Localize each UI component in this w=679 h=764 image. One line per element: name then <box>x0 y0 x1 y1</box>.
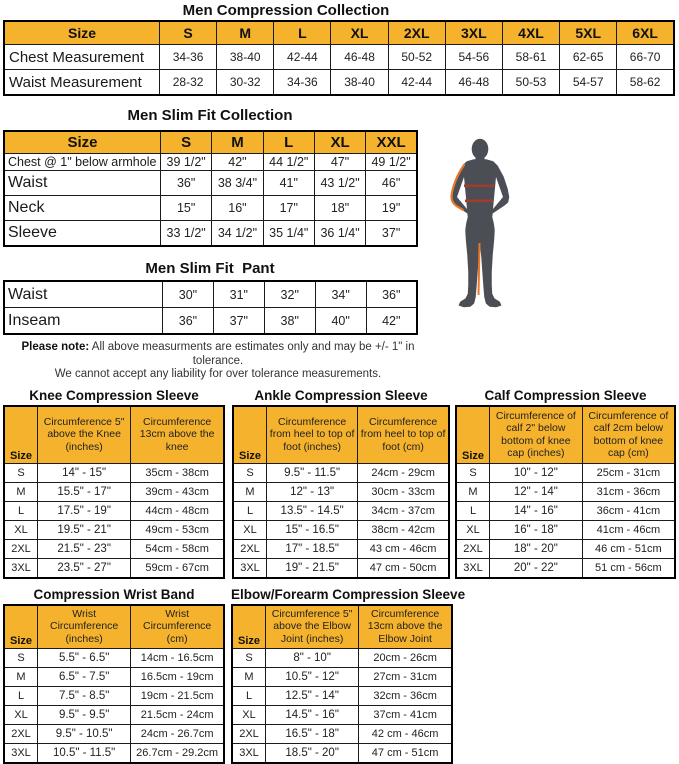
cm-column-header: Circumference of calf 2cm below bottom of knee cap (cm) <box>582 406 675 464</box>
value-cell: 44 1/2" <box>263 154 314 171</box>
inches-value-cell: 17" - 18.5" <box>267 539 358 558</box>
size-label-header: Size <box>4 131 161 154</box>
value-cell: 36" <box>366 281 417 308</box>
size-cell: XL <box>232 705 266 724</box>
ankle-sleeve-block <box>232 388 450 579</box>
value-cell: 39 1/2" <box>161 154 212 171</box>
cm-column-header: Circumference 13cm above the knee <box>131 406 224 464</box>
table-row <box>456 558 675 578</box>
inches-value-cell: 14" - 15" <box>38 463 131 482</box>
header-row <box>232 605 452 649</box>
value-cell: 30" <box>163 281 214 308</box>
inches-value-cell: 14" - 16" <box>490 501 583 520</box>
size-cell: 3XL <box>233 558 267 578</box>
value-cell: 49 1/2" <box>366 154 417 171</box>
value-cell: 54-57 <box>560 70 617 96</box>
value-cell: 43 1/2" <box>314 171 365 196</box>
table-row <box>232 648 452 667</box>
value-cell: 58-62 <box>617 70 674 96</box>
table-row <box>4 45 674 70</box>
table-row <box>4 154 417 171</box>
wrist-band-table <box>3 604 225 764</box>
men-slim-fit-pant-table <box>3 280 418 335</box>
size-column-header: 3XL <box>445 21 502 45</box>
value-cell: 66-70 <box>617 45 674 70</box>
size-cell: L <box>456 501 490 520</box>
value-cell: 33 1/2" <box>161 221 212 247</box>
table-row <box>233 539 449 558</box>
inches-value-cell: 12.5" - 14" <box>266 686 359 705</box>
table-row <box>232 686 452 705</box>
cm-value-cell: 14cm - 16.5cm <box>131 648 224 667</box>
size-label-header: Size <box>4 21 160 45</box>
size-cell: 2XL <box>232 724 266 743</box>
value-cell: 46-48 <box>445 70 502 96</box>
value-cell: 34-36 <box>274 70 331 96</box>
inches-value-cell: 12" - 13" <box>267 482 358 501</box>
value-cell: 34 1/2" <box>212 221 263 247</box>
men-compression-table <box>3 20 675 96</box>
cm-value-cell: 59cm - 67cm <box>131 558 224 578</box>
inches-value-cell: 17.5" - 19" <box>38 501 131 520</box>
value-cell: 38 3/4" <box>212 171 263 196</box>
inches-column-header: Circumference 5" above the Knee (inches) <box>38 406 131 464</box>
size-cell: XL <box>4 705 38 724</box>
knee-sleeve-block <box>3 388 225 579</box>
table-row <box>4 705 224 724</box>
row-label-cell: Inseam <box>4 308 163 335</box>
cm-value-cell: 51 cm - 56cm <box>582 558 675 578</box>
size-cell: L <box>4 501 38 520</box>
knee-sleeve-title: Knee Compression Sleeve <box>29 387 199 403</box>
cm-value-cell: 39cm - 43cm <box>131 482 224 501</box>
inches-value-cell: 15.5" - 17" <box>38 482 131 501</box>
sleeve-tables-row-2 <box>3 587 679 764</box>
row-label-cell: Chest Measurement <box>4 45 160 70</box>
size-cell: 3XL <box>4 743 38 763</box>
value-cell: 37" <box>213 308 264 335</box>
table-row <box>232 705 452 724</box>
value-cell: 34" <box>315 281 366 308</box>
table-row <box>456 482 675 501</box>
value-cell: 31" <box>213 281 264 308</box>
row-label-cell: Waist <box>4 171 161 196</box>
inches-column-header: Circumference 5" above the Elbow Joint (inches) <box>266 605 359 649</box>
inseam-guide-line <box>479 243 480 295</box>
size-cell: XL <box>456 520 490 539</box>
value-cell: 36" <box>163 308 214 335</box>
size-column-header: XL <box>331 21 388 45</box>
table-row <box>456 539 675 558</box>
table-row <box>4 501 224 520</box>
calf-sleeve-title: Calf Compression Sleeve <box>484 387 647 403</box>
size-column-header: XXL <box>366 131 417 154</box>
value-cell: 50-52 <box>388 45 445 70</box>
size-cell: 2XL <box>233 539 267 558</box>
cm-value-cell: 31cm - 36cm <box>582 482 675 501</box>
size-label-header: Size <box>456 406 490 464</box>
cm-value-cell: 43 cm - 46cm <box>358 539 449 558</box>
table-row <box>232 724 452 743</box>
value-cell: 47" <box>314 154 365 171</box>
size-cell: 2XL <box>4 539 38 558</box>
inches-value-cell: 18.5" - 20" <box>266 743 359 763</box>
value-cell: 36" <box>161 171 212 196</box>
value-cell: 42-44 <box>388 70 445 96</box>
cm-value-cell: 21.5cm - 24cm <box>131 705 224 724</box>
size-cell: L <box>4 686 38 705</box>
inches-value-cell: 23.5" - 27" <box>38 558 131 578</box>
value-cell: 34-36 <box>160 45 217 70</box>
inches-value-cell: 7.5" - 8.5" <box>38 686 131 705</box>
elbow-sleeve-title: Elbow/Forearm Compression Sleeve <box>231 586 466 602</box>
cm-value-cell: 20cm - 26cm <box>359 648 452 667</box>
value-cell: 16" <box>212 196 263 221</box>
size-cell: S <box>233 463 267 482</box>
inches-value-cell: 12" - 14" <box>490 482 583 501</box>
size-cell: XL <box>233 520 267 539</box>
cm-value-cell: 26.7cm - 29.2cm <box>131 743 224 763</box>
table-row <box>4 281 417 308</box>
inches-value-cell: 16.5" - 18" <box>266 724 359 743</box>
value-cell: 40" <box>315 308 366 335</box>
size-cell: 2XL <box>456 539 490 558</box>
value-cell: 58-61 <box>502 45 559 70</box>
value-cell: 46" <box>366 171 417 196</box>
size-column-header: 5XL <box>560 21 617 45</box>
value-cell: 18" <box>314 196 365 221</box>
inches-value-cell: 10.5" - 11.5" <box>38 743 131 763</box>
size-cell: M <box>233 482 267 501</box>
ankle-sleeve-title: Ankle Compression Sleeve <box>254 387 428 403</box>
cm-value-cell: 24cm - 26.7cm <box>131 724 224 743</box>
value-cell: 38-40 <box>217 45 274 70</box>
table-row <box>4 667 224 686</box>
calf-sleeve-table <box>455 405 676 579</box>
table-row <box>233 463 449 482</box>
table-row <box>4 70 674 96</box>
size-column-header: 4XL <box>502 21 559 45</box>
size-column-header: S <box>161 131 212 154</box>
table-row <box>4 463 224 482</box>
inches-column-header: Wrist Circumference (inches) <box>38 605 131 649</box>
tolerance-note-line1: All above measurments are estimates only and may be +/- 1" in tolerance. <box>89 341 415 367</box>
cm-value-cell: 32cm - 36cm <box>359 686 452 705</box>
row-label-cell: Waist Measurement <box>4 70 160 96</box>
cm-value-cell: 25cm - 31cm <box>582 463 675 482</box>
inches-value-cell: 10" - 12" <box>490 463 583 482</box>
header-row <box>4 406 224 464</box>
table-row <box>4 686 224 705</box>
chest-measure-line <box>464 185 494 188</box>
inches-value-cell: 15" - 16.5" <box>267 520 358 539</box>
tolerance-note <box>0 341 436 382</box>
inches-value-cell: 5.5" - 6.5" <box>38 648 131 667</box>
cm-column-header: Circumference from heel to top of foot (cm) <box>358 406 449 464</box>
size-cell: L <box>232 686 266 705</box>
inches-value-cell: 20" - 22" <box>490 558 583 578</box>
table-row <box>4 482 224 501</box>
size-cell: 3XL <box>4 558 38 578</box>
value-cell: 36 1/4" <box>314 221 365 247</box>
size-column-header: L <box>274 21 331 45</box>
size-cell: XL <box>4 520 38 539</box>
inches-value-cell: 9.5" - 11.5" <box>267 463 358 482</box>
table-row <box>4 221 417 247</box>
cm-value-cell: 30cm - 33cm <box>358 482 449 501</box>
cm-value-cell: 49cm - 53cm <box>131 520 224 539</box>
man-silhouette-figure <box>446 137 514 311</box>
header-row <box>456 406 675 464</box>
size-cell: M <box>4 667 38 686</box>
neck <box>476 156 485 163</box>
inches-column-header: Circumference of calf 2" below bottom of knee cap (inches) <box>490 406 583 464</box>
cm-value-cell: 54cm - 58cm <box>131 539 224 558</box>
value-cell: 62-65 <box>560 45 617 70</box>
row-label-cell: Neck <box>4 196 161 221</box>
value-cell: 30-32 <box>217 70 274 96</box>
value-cell: 42-44 <box>274 45 331 70</box>
wrist-band-block <box>3 587 225 764</box>
cm-value-cell: 16.5cm - 19cm <box>131 667 224 686</box>
table-row <box>456 463 675 482</box>
table-row <box>4 648 224 667</box>
size-column-header: S <box>160 21 217 45</box>
cm-value-cell: 46 cm - 51cm <box>582 539 675 558</box>
value-cell: 54-56 <box>445 45 502 70</box>
men-slim-fit-pant-title: Men Slim Fit Pant <box>145 260 275 277</box>
cm-value-cell: 35cm - 38cm <box>131 463 224 482</box>
size-cell: M <box>232 667 266 686</box>
size-label-header: Size <box>233 406 267 464</box>
table-row <box>4 308 417 335</box>
inches-value-cell: 8" - 10" <box>266 648 359 667</box>
cm-value-cell: 41cm - 46cm <box>582 520 675 539</box>
inches-value-cell: 9.5" - 10.5" <box>38 724 131 743</box>
size-cell: M <box>456 482 490 501</box>
row-label-cell: Sleeve <box>4 221 161 247</box>
table-row <box>232 667 452 686</box>
header-row <box>233 406 449 464</box>
inches-value-cell: 19" - 21.5" <box>267 558 358 578</box>
knee-sleeve-table <box>3 405 225 579</box>
cm-value-cell: 27cm - 31cm <box>359 667 452 686</box>
inches-value-cell: 13.5" - 14.5" <box>267 501 358 520</box>
inches-value-cell: 16" - 18" <box>490 520 583 539</box>
table-row <box>233 520 449 539</box>
inches-column-header: Circumference from heel to top of foot (inches) <box>267 406 358 464</box>
inches-value-cell: 6.5" - 7.5" <box>38 667 131 686</box>
value-cell: 15" <box>161 196 212 221</box>
value-cell: 38-40 <box>331 70 388 96</box>
calf-sleeve-block <box>455 388 676 579</box>
value-cell: 32" <box>264 281 315 308</box>
inches-value-cell: 18" - 20" <box>490 539 583 558</box>
inches-value-cell: 10.5" - 12" <box>266 667 359 686</box>
table-row <box>4 171 417 196</box>
size-cell: L <box>233 501 267 520</box>
elbow-sleeve-block <box>231 586 466 764</box>
value-cell: 28-32 <box>160 70 217 96</box>
value-cell: 37" <box>366 221 417 247</box>
header-row <box>4 21 674 45</box>
header-row <box>4 131 417 154</box>
row-label-cell: Chest @ 1" below armhole <box>4 154 161 171</box>
inches-value-cell: 9.5" - 9.5" <box>38 705 131 724</box>
table-row <box>456 501 675 520</box>
wrist-band-title: Compression Wrist Band <box>33 586 195 602</box>
size-column-header: M <box>212 131 263 154</box>
value-cell: 35 1/4" <box>263 221 314 247</box>
value-cell: 46-48 <box>331 45 388 70</box>
cm-column-header: Circumference 13cm above the Elbow Joint <box>359 605 452 649</box>
size-label-header: Size <box>232 605 266 649</box>
table-row <box>456 520 675 539</box>
inches-value-cell: 14.5" - 16" <box>266 705 359 724</box>
cm-value-cell: 24cm - 29cm <box>358 463 449 482</box>
cm-value-cell: 37cm - 41cm <box>359 705 452 724</box>
men-compression-title: Men Compression Collection <box>182 2 390 19</box>
cm-value-cell: 38cm - 42cm <box>358 520 449 539</box>
cm-value-cell: 44cm - 48cm <box>131 501 224 520</box>
value-cell: 19" <box>366 196 417 221</box>
size-column-header: 6XL <box>617 21 674 45</box>
men-slim-fit-title: Men Slim Fit Collection <box>127 107 293 124</box>
cm-value-cell: 36cm - 41cm <box>582 501 675 520</box>
value-cell: 42" <box>366 308 417 335</box>
cm-value-cell: 47 cm - 51cm <box>359 743 452 763</box>
table-row <box>4 558 224 578</box>
size-cell: 3XL <box>456 558 490 578</box>
cm-column-header: Wrist Circumference (cm) <box>131 605 224 649</box>
tolerance-note-line2: We cannot accept any liability for over tolerance measurements. <box>54 368 382 380</box>
value-cell: 42" <box>212 154 263 171</box>
size-column-header: 2XL <box>388 21 445 45</box>
waist-measure-line <box>465 200 493 203</box>
cm-value-cell: 47 cm - 50cm <box>358 558 449 578</box>
header-row <box>4 605 224 649</box>
value-cell: 17" <box>263 196 314 221</box>
table-row <box>4 539 224 558</box>
size-cell: 2XL <box>4 724 38 743</box>
elbow-sleeve-table <box>231 604 453 764</box>
tolerance-note-lead: Please note: <box>21 341 90 353</box>
men-slim-fit-table <box>3 130 418 247</box>
inches-value-cell: 21.5" - 23" <box>38 539 131 558</box>
row-label-cell: Waist <box>4 281 163 308</box>
size-column-header: M <box>217 21 274 45</box>
size-cell: S <box>4 463 38 482</box>
cm-value-cell: 19cm - 21.5cm <box>131 686 224 705</box>
table-row <box>233 482 449 501</box>
size-cell: S <box>456 463 490 482</box>
size-column-header: L <box>263 131 314 154</box>
cm-value-cell: 34cm - 37cm <box>358 501 449 520</box>
size-cell: S <box>232 648 266 667</box>
inches-value-cell: 19.5" - 21" <box>38 520 131 539</box>
table-row <box>4 196 417 221</box>
value-cell: 50-53 <box>502 70 559 96</box>
table-row <box>233 558 449 578</box>
cm-value-cell: 42 cm - 46cm <box>359 724 452 743</box>
ankle-sleeve-table <box>232 405 450 579</box>
size-label-header: Size <box>4 605 38 649</box>
man-silhouette-svg <box>446 137 514 311</box>
size-label-header: Size <box>4 406 38 464</box>
size-column-header: XL <box>314 131 365 154</box>
size-cell: 3XL <box>232 743 266 763</box>
value-cell: 41" <box>263 171 314 196</box>
table-row <box>232 743 452 763</box>
sleeve-tables-row-1 <box>3 388 679 579</box>
size-cell: M <box>4 482 38 501</box>
table-row <box>4 743 224 763</box>
table-row <box>233 501 449 520</box>
value-cell: 38" <box>264 308 315 335</box>
table-row <box>4 520 224 539</box>
table-row <box>4 724 224 743</box>
size-cell: S <box>4 648 38 667</box>
body-silhouette <box>452 160 509 307</box>
